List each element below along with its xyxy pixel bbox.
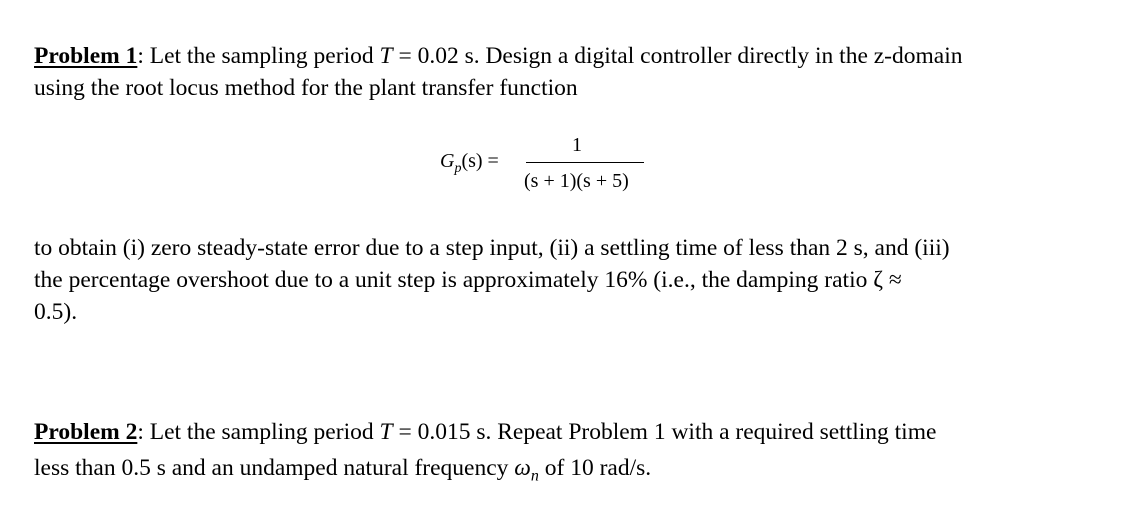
omega-symbol: ω (514, 455, 531, 481)
equation-lhs-rest: (s) = (461, 150, 499, 172)
problem-2-label: Problem 2 (34, 419, 138, 445)
omega-subscript: n (530, 467, 539, 485)
period-symbol-2: T (379, 419, 393, 445)
problem-2-line-2-b: of 10 rad/s. (538, 455, 652, 481)
problem-1-line-2: using the root locus method for the plant transfer function (34, 75, 578, 101)
problem-2-statement (34, 414, 936, 495)
problem-1-label: Problem 1 (34, 43, 138, 69)
problem-1-conditions (34, 232, 950, 328)
problem-2-line-1 (34, 414, 936, 450)
problem-1-statement (34, 40, 963, 104)
problem-1-line-1 (34, 40, 963, 72)
fraction-bar (526, 162, 644, 163)
conditions-line-1: to obtain (i) zero steady-state error due to a step input, (ii) a settling time of less than 2 s, and (iii) (34, 235, 950, 261)
plant-transfer-function (440, 134, 660, 200)
problem-1-period-value: = 0.02 s. Design a digital controller directly in the z-domain (392, 43, 963, 69)
equation-lhs (440, 150, 499, 176)
problem-2-intro: : Let the sampling period (137, 419, 380, 445)
equation-numerator: 1 (572, 134, 582, 156)
conditions-line-3: 0.5). (34, 299, 78, 325)
conditions-line-2: the percentage overshoot due to a unit step is approximately 16% (i.e., the damping ratio ζ ≈ (34, 267, 902, 293)
equation-lhs-symbol: G (440, 150, 455, 172)
problem-1-intro: : Let the sampling period (137, 43, 380, 69)
problem-2-line-2-a: less than 0.5 s and an undamped natural frequency (34, 455, 515, 481)
equation-lhs-subscript: p (454, 161, 462, 176)
problem-2-line-2 (34, 450, 936, 495)
period-symbol: T (379, 43, 393, 69)
equation-denominator: (s + 1)(s + 5) (524, 170, 629, 192)
problem-2-period-value: = 0.015 s. Repeat Problem 1 with a required settling time (392, 419, 937, 445)
